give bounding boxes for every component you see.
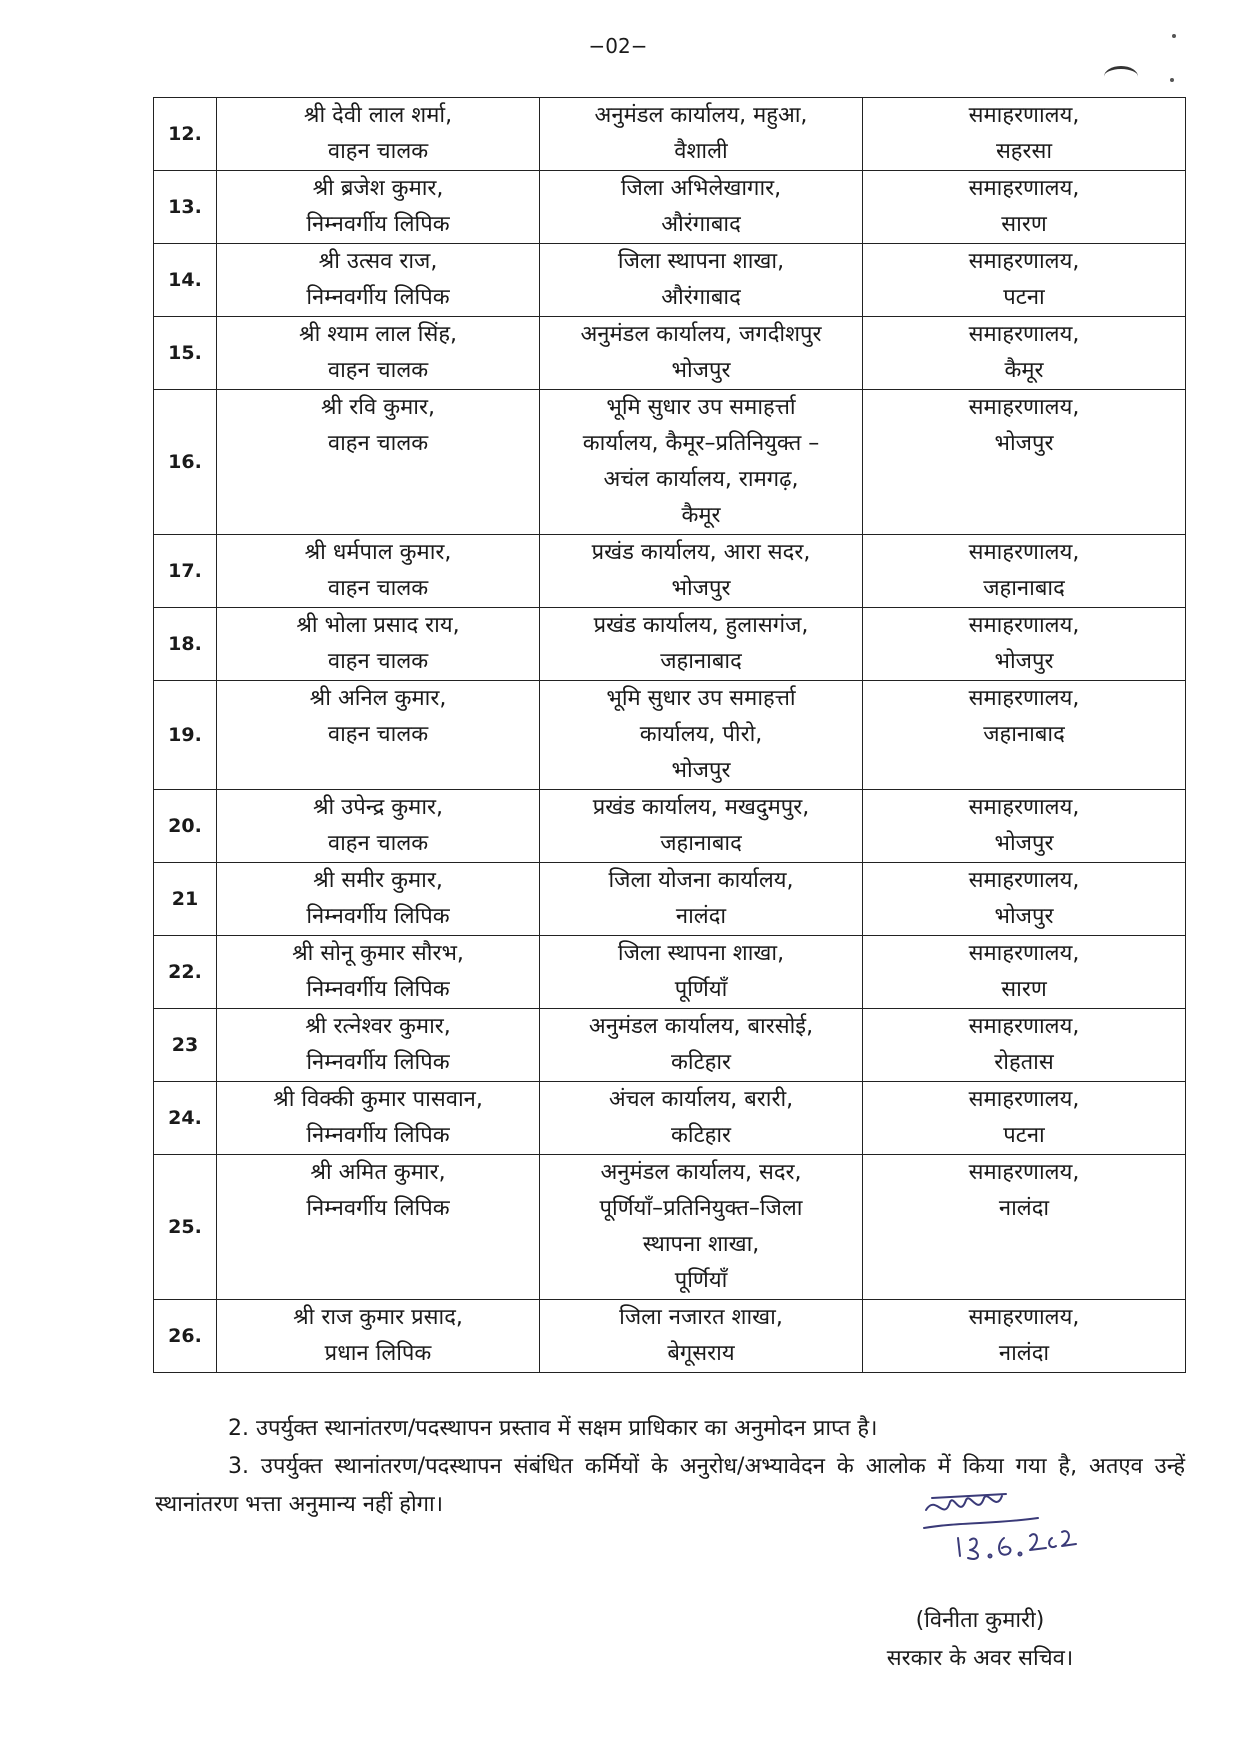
current-posting-line: जिला योजना कार्यालय, bbox=[608, 868, 794, 893]
new-posting-office: समाहरणालय, bbox=[968, 176, 1080, 201]
new-posting-cell bbox=[863, 244, 1186, 317]
current-posting-line: भोजपुर bbox=[671, 358, 731, 383]
serial-number: 18. bbox=[154, 608, 217, 681]
current-posting-line: जिला नजारत शाखा, bbox=[619, 1305, 783, 1330]
current-posting-line: स्थापना शाखा, bbox=[642, 1232, 760, 1257]
new-posting-office: समाहरणालय, bbox=[968, 1087, 1080, 1112]
current-posting-line: भूमि सुधार उप समाहर्त्ता bbox=[606, 395, 796, 420]
employee-name: श्री ब्रजेश कुमार, bbox=[312, 176, 444, 201]
signatory-designation: सरकार के अवर सचिव। bbox=[886, 1646, 1074, 1671]
new-posting-office: समाहरणालय, bbox=[968, 686, 1080, 711]
table-row bbox=[154, 171, 1186, 244]
employee-name: श्री रत्नेश्वर कुमार, bbox=[305, 1014, 451, 1039]
serial-number: 12. bbox=[154, 98, 217, 171]
new-posting-cell bbox=[863, 1082, 1186, 1155]
employee-designation: वाहन चालक bbox=[327, 722, 429, 747]
employee-name: श्री राज कुमार प्रसाद, bbox=[293, 1305, 463, 1330]
new-posting-district: भोजपुर bbox=[994, 431, 1054, 456]
current-posting-cell bbox=[540, 317, 863, 390]
new-posting-district: रोहतास bbox=[994, 1050, 1054, 1075]
table-row bbox=[154, 535, 1186, 608]
current-posting-cell bbox=[540, 1300, 863, 1373]
new-posting-cell bbox=[863, 608, 1186, 681]
serial-number: 22. bbox=[154, 936, 217, 1009]
employee-cell bbox=[217, 790, 540, 863]
new-posting-office: समाहरणालय, bbox=[968, 868, 1080, 893]
serial-number: 16. bbox=[154, 390, 217, 535]
current-posting-line: पूर्णियाँ bbox=[674, 977, 728, 1002]
current-posting-cell bbox=[540, 1009, 863, 1082]
scan-speck bbox=[1172, 34, 1176, 38]
serial-number: 23 bbox=[154, 1009, 217, 1082]
employee-name: श्री सोनू कुमार सौरभ, bbox=[292, 941, 464, 966]
table-row bbox=[154, 390, 1186, 535]
page-number: −02− bbox=[588, 34, 648, 58]
new-posting-district: पटना bbox=[1003, 1123, 1045, 1148]
current-posting-line: पूर्णियाँ–प्रतिनियुक्त–जिला bbox=[599, 1196, 803, 1221]
current-posting-line: जहानाबाद bbox=[660, 649, 742, 674]
current-posting-cell bbox=[540, 244, 863, 317]
current-posting-cell bbox=[540, 936, 863, 1009]
employee-name: श्री धर्मपाल कुमार, bbox=[304, 540, 452, 565]
new-posting-office: समाहरणालय, bbox=[968, 249, 1080, 274]
current-posting-line: अंचल कार्यालय, बरारी, bbox=[608, 1087, 794, 1112]
current-posting-line: अनुमंडल कार्यालय, बारसोई, bbox=[588, 1014, 814, 1039]
new-posting-cell bbox=[863, 1155, 1186, 1300]
current-posting-cell bbox=[540, 608, 863, 681]
new-posting-cell bbox=[863, 171, 1186, 244]
employee-cell bbox=[217, 936, 540, 1009]
serial-number: 15. bbox=[154, 317, 217, 390]
table-row bbox=[154, 681, 1186, 790]
current-posting-line: नालंदा bbox=[675, 904, 727, 929]
employee-designation: निम्नवर्गीय लिपिक bbox=[306, 1196, 450, 1221]
new-posting-district: नालंदा bbox=[998, 1196, 1050, 1221]
scan-speck bbox=[1170, 78, 1174, 82]
current-posting-line: जिला अभिलेखागार, bbox=[620, 176, 782, 201]
current-posting-line: प्रखंड कार्यालय, मखदुमपुर, bbox=[592, 795, 810, 820]
current-posting-line: जिला स्थापना शाखा, bbox=[617, 249, 785, 274]
new-posting-cell bbox=[863, 317, 1186, 390]
new-posting-office: समाहरणालय, bbox=[968, 395, 1080, 420]
employee-name: श्री उत्सव राज, bbox=[318, 249, 438, 274]
current-posting-line: प्रखंड कार्यालय, आरा सदर, bbox=[591, 540, 811, 565]
new-posting-cell bbox=[863, 535, 1186, 608]
current-posting-cell bbox=[540, 535, 863, 608]
serial-number: 20. bbox=[154, 790, 217, 863]
employee-name: श्री श्याम लाल सिंह, bbox=[299, 322, 457, 347]
employee-designation: वाहन चालक bbox=[327, 831, 429, 856]
current-posting-cell bbox=[540, 790, 863, 863]
new-posting-district: भोजपुर bbox=[994, 649, 1054, 674]
table-row bbox=[154, 98, 1186, 171]
current-posting-line: अनुमंडल कार्यालय, सदर, bbox=[600, 1160, 802, 1185]
table-row bbox=[154, 1009, 1186, 1082]
note-no-transfer-allowance: 3. उपर्युक्त स्थानांतरण/पदस्थापन संबंधित कर्मियों के अनुरोध/अभ्यावेदन के आलोक में किया गया है, अतएव उन्हें स्थानांतरण भत्ता अनुमान्य नहीं होगा। bbox=[155, 1454, 1185, 1517]
new-posting-office: समाहरणालय, bbox=[968, 540, 1080, 565]
serial-number: 24. bbox=[154, 1082, 217, 1155]
new-posting-office: समाहरणालय, bbox=[968, 1160, 1080, 1185]
current-posting-line: भूमि सुधार उप समाहर्त्ता bbox=[606, 686, 796, 711]
new-posting-district: भोजपुर bbox=[994, 831, 1054, 856]
employee-name: श्री अनिल कुमार, bbox=[309, 686, 447, 711]
employee-cell bbox=[217, 1155, 540, 1300]
employee-cell bbox=[217, 608, 540, 681]
employee-name: श्री अमित कुमार, bbox=[310, 1160, 446, 1185]
new-posting-cell bbox=[863, 390, 1186, 535]
current-posting-cell bbox=[540, 171, 863, 244]
employee-cell bbox=[217, 863, 540, 936]
employee-cell bbox=[217, 171, 540, 244]
employee-name: श्री उपेन्द्र कुमार, bbox=[312, 795, 444, 820]
note-approval: 2. उपर्युक्त स्थानांतरण/पदस्थापन प्रस्ताव में सक्षम प्राधिकार का अनुमोदन प्राप्त है। bbox=[228, 1416, 878, 1441]
new-posting-district: कैमूर bbox=[1004, 358, 1044, 383]
serial-number: 21 bbox=[154, 863, 217, 936]
current-posting-line: पूर्णियाँ bbox=[674, 1268, 728, 1293]
serial-number: 14. bbox=[154, 244, 217, 317]
table-row bbox=[154, 244, 1186, 317]
new-posting-office: समाहरणालय, bbox=[968, 795, 1080, 820]
employee-designation: वाहन चालक bbox=[327, 649, 429, 674]
new-posting-cell bbox=[863, 98, 1186, 171]
new-posting-cell bbox=[863, 863, 1186, 936]
current-posting-cell bbox=[540, 681, 863, 790]
handwritten-signature bbox=[918, 1488, 1078, 1568]
new-posting-district: सारण bbox=[1001, 212, 1047, 237]
employee-cell bbox=[217, 1009, 540, 1082]
serial-number: 13. bbox=[154, 171, 217, 244]
serial-number: 25. bbox=[154, 1155, 217, 1300]
new-posting-district: सारण bbox=[1001, 977, 1047, 1002]
new-posting-office: समाहरणालय, bbox=[968, 1305, 1080, 1330]
current-posting-cell bbox=[540, 1155, 863, 1300]
current-posting-line: औरंगाबाद bbox=[661, 212, 741, 237]
transfer-table-body bbox=[154, 98, 1186, 1373]
current-posting-line: भोजपुर bbox=[671, 758, 731, 783]
signatory-name: (विनीता कुमारी) bbox=[915, 1608, 1045, 1633]
new-posting-district: जहानाबाद bbox=[983, 722, 1065, 747]
current-posting-cell bbox=[540, 1082, 863, 1155]
current-posting-line: भोजपुर bbox=[671, 576, 731, 601]
employee-name: श्री विक्की कुमार पासवान, bbox=[273, 1087, 483, 1112]
new-posting-district: जहानाबाद bbox=[983, 576, 1065, 601]
new-posting-district: सहरसा bbox=[995, 139, 1053, 164]
current-posting-line: अचंल कार्यालय, रामगढ़, bbox=[603, 467, 799, 492]
table-row bbox=[154, 608, 1186, 681]
current-posting-line: अनुमंडल कार्यालय, महुआ, bbox=[594, 103, 808, 128]
table-row bbox=[154, 1082, 1186, 1155]
current-posting-line: बेगूसराय bbox=[667, 1341, 735, 1366]
employee-designation: निम्नवर्गीय लिपिक bbox=[306, 285, 450, 310]
new-posting-office: समाहरणालय, bbox=[968, 1014, 1080, 1039]
employee-cell bbox=[217, 535, 540, 608]
employee-designation: निम्नवर्गीय लिपिक bbox=[306, 1050, 450, 1075]
table-row bbox=[154, 1155, 1186, 1300]
new-posting-cell bbox=[863, 790, 1186, 863]
employee-name: श्री समीर कुमार, bbox=[313, 868, 443, 893]
new-posting-office: समाहरणालय, bbox=[968, 941, 1080, 966]
employee-designation: वाहन चालक bbox=[327, 358, 429, 383]
employee-designation: निम्नवर्गीय लिपिक bbox=[306, 977, 450, 1002]
table-row bbox=[154, 1300, 1186, 1373]
employee-cell bbox=[217, 317, 540, 390]
new-posting-district: भोजपुर bbox=[994, 904, 1054, 929]
employee-name: श्री देवी लाल शर्मा, bbox=[303, 103, 453, 128]
current-posting-cell bbox=[540, 863, 863, 936]
employee-cell bbox=[217, 98, 540, 171]
table-row bbox=[154, 317, 1186, 390]
new-posting-cell bbox=[863, 1300, 1186, 1373]
signatory-block bbox=[820, 1602, 1140, 1678]
serial-number: 26. bbox=[154, 1300, 217, 1373]
current-posting-line: कार्यालय, कैमूर–प्रतिनियुक्त – bbox=[582, 431, 820, 456]
new-posting-office: समाहरणालय, bbox=[968, 103, 1080, 128]
new-posting-cell bbox=[863, 681, 1186, 790]
employee-cell bbox=[217, 1082, 540, 1155]
serial-number: 19. bbox=[154, 681, 217, 790]
current-posting-line: वैशाली bbox=[674, 139, 728, 164]
current-posting-line: कार्यालय, पीरो, bbox=[639, 722, 763, 747]
new-posting-office: समाहरणालय, bbox=[968, 322, 1080, 347]
current-posting-line: औरंगाबाद bbox=[661, 285, 741, 310]
employee-designation: वाहन चालक bbox=[327, 576, 429, 601]
employee-cell bbox=[217, 390, 540, 535]
employee-designation: प्रधान लिपिक bbox=[324, 1341, 432, 1366]
current-posting-line: प्रखंड कार्यालय, हुलासगंज, bbox=[593, 613, 809, 638]
table-row bbox=[154, 790, 1186, 863]
current-posting-cell bbox=[540, 390, 863, 535]
transfer-table bbox=[153, 97, 1186, 1373]
new-posting-cell bbox=[863, 936, 1186, 1009]
current-posting-line: कटिहार bbox=[670, 1123, 732, 1148]
current-posting-line: अनुमंडल कार्यालय, जगदीशपुर bbox=[580, 322, 822, 347]
scan-mark bbox=[1104, 66, 1138, 87]
employee-designation: निम्नवर्गीय लिपिक bbox=[306, 904, 450, 929]
new-posting-office: समाहरणालय, bbox=[968, 613, 1080, 638]
new-posting-district: नालंदा bbox=[998, 1341, 1050, 1366]
new-posting-district: पटना bbox=[1003, 285, 1045, 310]
table-row bbox=[154, 863, 1186, 936]
employee-name: श्री रवि कुमार, bbox=[321, 395, 435, 420]
employee-name: श्री भोला प्रसाद राय, bbox=[296, 613, 460, 638]
employee-designation: निम्नवर्गीय लिपिक bbox=[306, 212, 450, 237]
employee-cell bbox=[217, 681, 540, 790]
employee-cell bbox=[217, 244, 540, 317]
table-row bbox=[154, 936, 1186, 1009]
current-posting-line: कैमूर bbox=[681, 503, 721, 528]
new-posting-cell bbox=[863, 1009, 1186, 1082]
serial-number: 17. bbox=[154, 535, 217, 608]
employee-cell bbox=[217, 1300, 540, 1373]
current-posting-cell bbox=[540, 98, 863, 171]
employee-designation: वाहन चालक bbox=[327, 431, 429, 456]
current-posting-line: जहानाबाद bbox=[660, 831, 742, 856]
current-posting-line: जिला स्थापना शाखा, bbox=[617, 941, 785, 966]
current-posting-line: कटिहार bbox=[670, 1050, 732, 1075]
employee-designation: निम्नवर्गीय लिपिक bbox=[306, 1123, 450, 1148]
employee-designation: वाहन चालक bbox=[327, 139, 429, 164]
